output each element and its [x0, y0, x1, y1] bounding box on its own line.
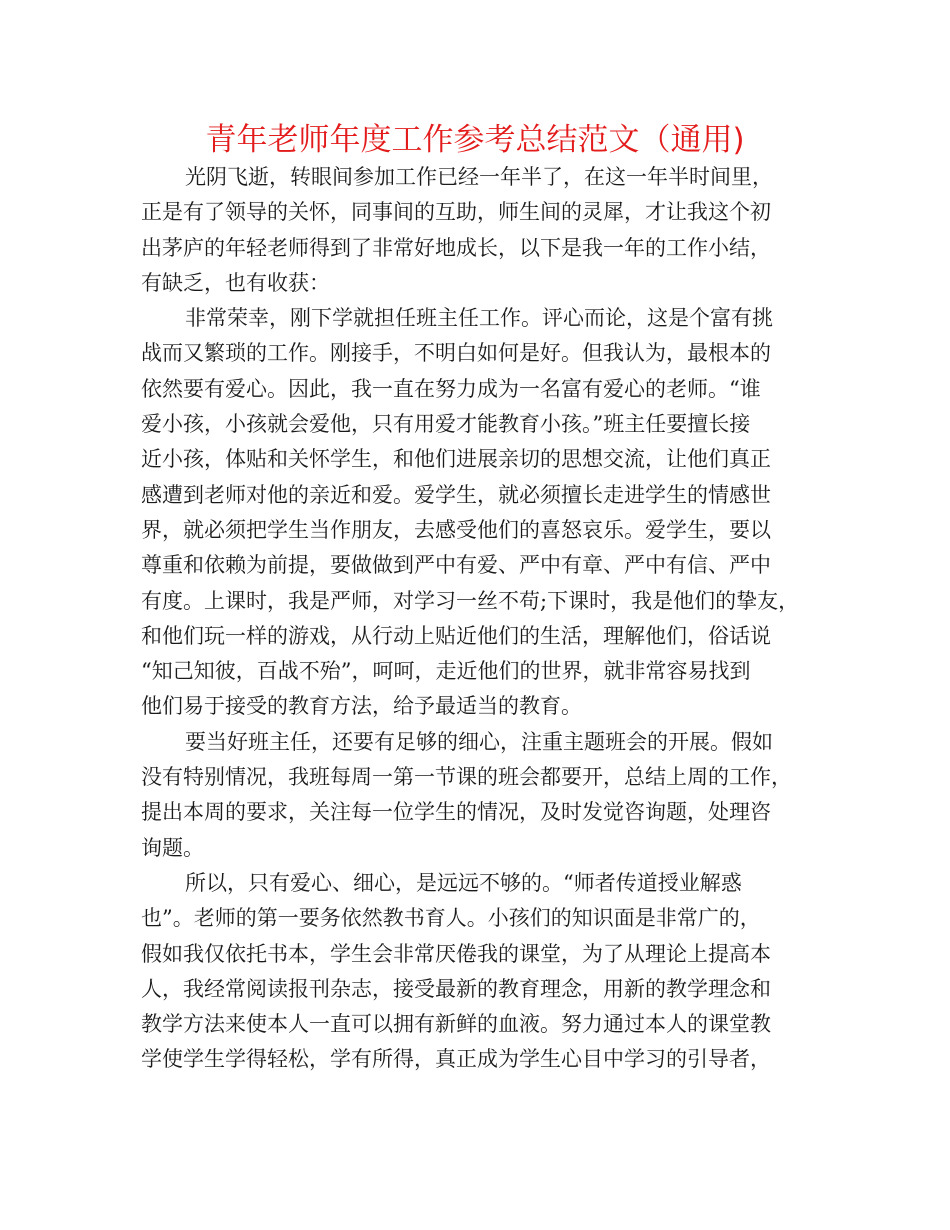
text-line: 教学方法来使本人一直可以拥有新鲜的血液。努力通过本人的课堂教 [141, 1012, 771, 1037]
text-line: 有度。上课时，我是严师，对学习一丝不苟;下课时，我是他们的挚友， [141, 588, 800, 613]
text-line: 假如我仅依托书本，学生会非常厌倦我的课堂，为了从理论上提高本 [141, 941, 771, 966]
text-line: 有缺乏，也有收获： [141, 270, 330, 295]
text-line: “知己知彼，百战不殆”，呵呵，走近他们的世界，就非常容易找到 [141, 659, 751, 684]
text-line: 所以，只有爱心、细心，是远远不够的。“师者传道授业解惑 [185, 870, 742, 895]
text-line: 学使学生学得轻松，学有所得，真正成为学生心目中学习的引导者， [141, 1047, 771, 1072]
text-line: 近小孩，体贴和关怀学生，和他们进展亲切的思想交流，让他们真正 [141, 447, 771, 472]
text-line: 人，我经常阅读报刊杂志，接受最新的教育理念，用新的教学理念和 [141, 976, 771, 1001]
document-body [141, 160, 811, 1078]
text-line: 提出本周的要求，关注每一位学生的情况，及时发觉咨询题，处理咨 [141, 800, 771, 825]
text-line: 和他们玩一样的游戏，从行动上贴近他们的生活，理解他们，俗话说 [141, 623, 771, 648]
text-line: 感遭到老师对他的亲近和爱。爱学生，就必须擅长走进学生的情感世 [141, 482, 771, 507]
text-line: 他们易于接受的教育方法，给予最适当的教育。 [141, 694, 582, 719]
text-line: 非常荣幸，刚下学就担任班主任工作。评心而论，这是个富有挑 [185, 306, 773, 331]
text-line: 要当好班主任，还要有足够的细心，注重主题班会的开展。假如 [185, 729, 773, 754]
text-line: 爱小孩，小孩就会爱他，只有用爱才能教育小孩。”班主任要擅长接 [141, 412, 751, 437]
text-line: 依然要有爱心。因此，我一直在努力成为一名富有爱心的老师。“谁 [141, 376, 761, 401]
text-line: 光阴飞逝，转眼间参加工作已经一年半了，在这一年半时间里， [185, 165, 773, 189]
document-title: 青年老师年度工作参考总结范文（通用) [205, 122, 745, 158]
text-line: 出茅庐的年轻老师得到了非常好地成长，以下是我一年的工作小结， [141, 235, 771, 260]
text-line: 界，就必须把学生当作朋友，去感受他们的喜怒哀乐。爱学生，要以 [141, 517, 771, 542]
text-line: 战而又繁琐的工作。刚接手，不明白如何是好。但我认为，最根本的 [141, 341, 771, 366]
text-line: 尊重和依赖为前提，要做做到严中有爱、严中有章、严中有信、严中 [141, 553, 771, 578]
text-line: 也”。老师的第一要务依然教书育人。小孩们的知识面是非常广的， [141, 906, 761, 931]
text-line: 正是有了领导的关怀，同事间的互助，师生间的灵犀，才让我这个初 [141, 200, 771, 225]
text-line: 询题。 [141, 835, 204, 860]
text-line: 没有特别情况，我班每周一第一节课的班会都要开，总结上周的工作， [141, 765, 792, 790]
